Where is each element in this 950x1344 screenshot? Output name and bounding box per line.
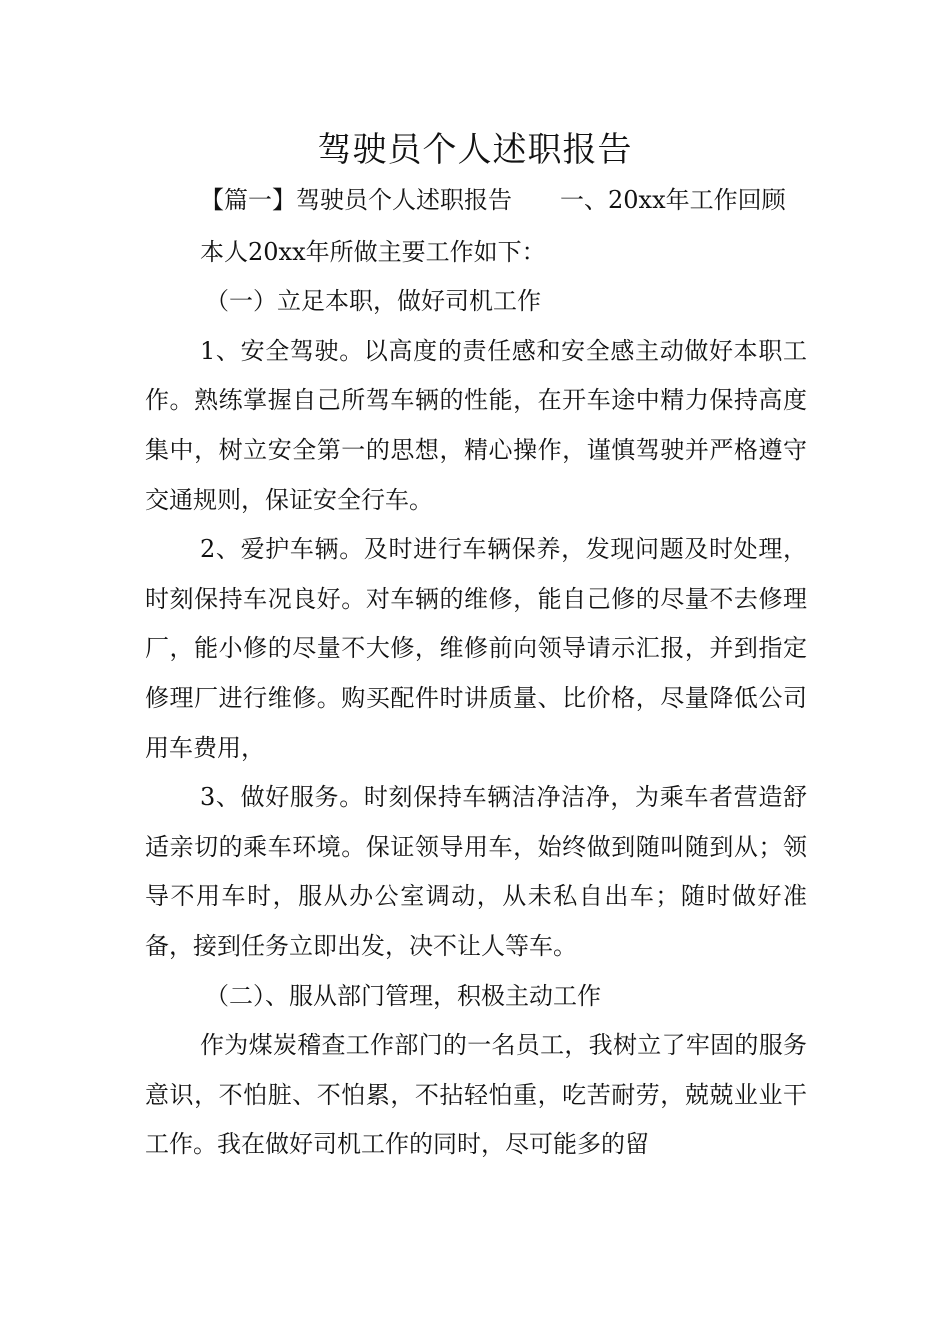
section-heading-one: （一）立足本职，做好司机工作	[205, 287, 541, 316]
paragraph-summary-lead: 本人20xx年所做主要工作如下：	[200, 237, 546, 266]
paragraph-intro-heading: 【篇一】驾驶员个人述职报告 一、20xx年工作回顾	[200, 186, 786, 214]
paragraph-department: 作为煤炭稽查工作部门的一名员工，我树立了牢固的服务意识，不怕脏、不怕累，不拈轻怕重，吃苦耐劳，兢兢业业干工作。我在做好司机工作的同时，尽可能多的留	[145, 1031, 807, 1159]
paragraph-safe-driving: 1、安全驾驶。以高度的责任感和安全感主动做好本职工作。熟练掌握自己所驾车辆的性能，在开车途中精力保持高度集中，树立安全第一的思想，精心操作，谨慎驾驶并严格遵守交通规则，保证安全行车。	[145, 336, 807, 514]
document-title: 驾驶员个人述职报告	[317, 130, 633, 170]
paragraph-vehicle-care: 2、爱护车辆。及时进行车辆保养，发现问题及时处理，时刻保持车况良好。对车辆的维修，能自己修的尽量不去修理厂，能小修的尽量不大修，维修前向领导请示汇报，并到指定修理厂进行维修。购买配件时讲质量、比价格，尽量降低公司用车费用，	[145, 535, 807, 762]
paragraph-service: 3、做好服务。时刻保持车辆洁净洁净，为乘车者营造舒适亲切的乘车环境。保证领导用车，始终做到随叫随到从；领导不用车时，服从办公室调动，从未私自出车；随时做好准备，接到任务立即出发，决不让人等车。	[145, 783, 807, 960]
section-heading-two: （二）、服从部门管理，积极主动工作	[205, 981, 601, 1010]
document-body	[145, 176, 807, 1170]
